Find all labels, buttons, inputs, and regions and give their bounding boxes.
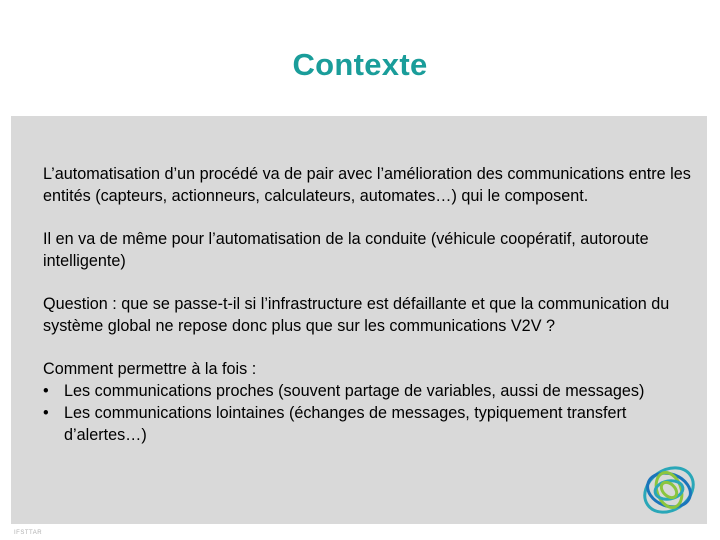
bullet-text-far: Les communications lointaines (échanges de messages, typiquement transfert d’alertes…) (64, 404, 627, 444)
bullet-text-near: Les communications proches (souvent partage de variables, aussi de messages) (64, 382, 645, 400)
bullet-marker: • (43, 382, 49, 400)
bullet-item-far (43, 402, 693, 446)
slide-body (43, 163, 693, 446)
footer-label: IFSTTAR (14, 530, 43, 536)
paragraph-automation: L’automatisation d’un procédé va de pair avec l’amélioration des communications entre les entités (capteurs, actionneurs, calculateurs, automates…) qui le composent. (43, 165, 691, 205)
bullet-marker: • (43, 404, 49, 422)
interlocked-rings-logo-icon (638, 460, 700, 520)
paragraph-driving: Il en va de même pour l’automatisation de la conduite (véhicule coopératif, autoroute intelligente) (43, 230, 649, 270)
paragraph-question: Question : que se passe-t-il si l’infrastructure est défaillante et que la communication du système global ne repose donc plus que sur les communications V2V ? (43, 295, 670, 335)
bullet-item-near (43, 380, 693, 402)
paragraph-how: Comment permettre à la fois : (43, 360, 257, 378)
slide-title: Contexte (292, 47, 428, 82)
